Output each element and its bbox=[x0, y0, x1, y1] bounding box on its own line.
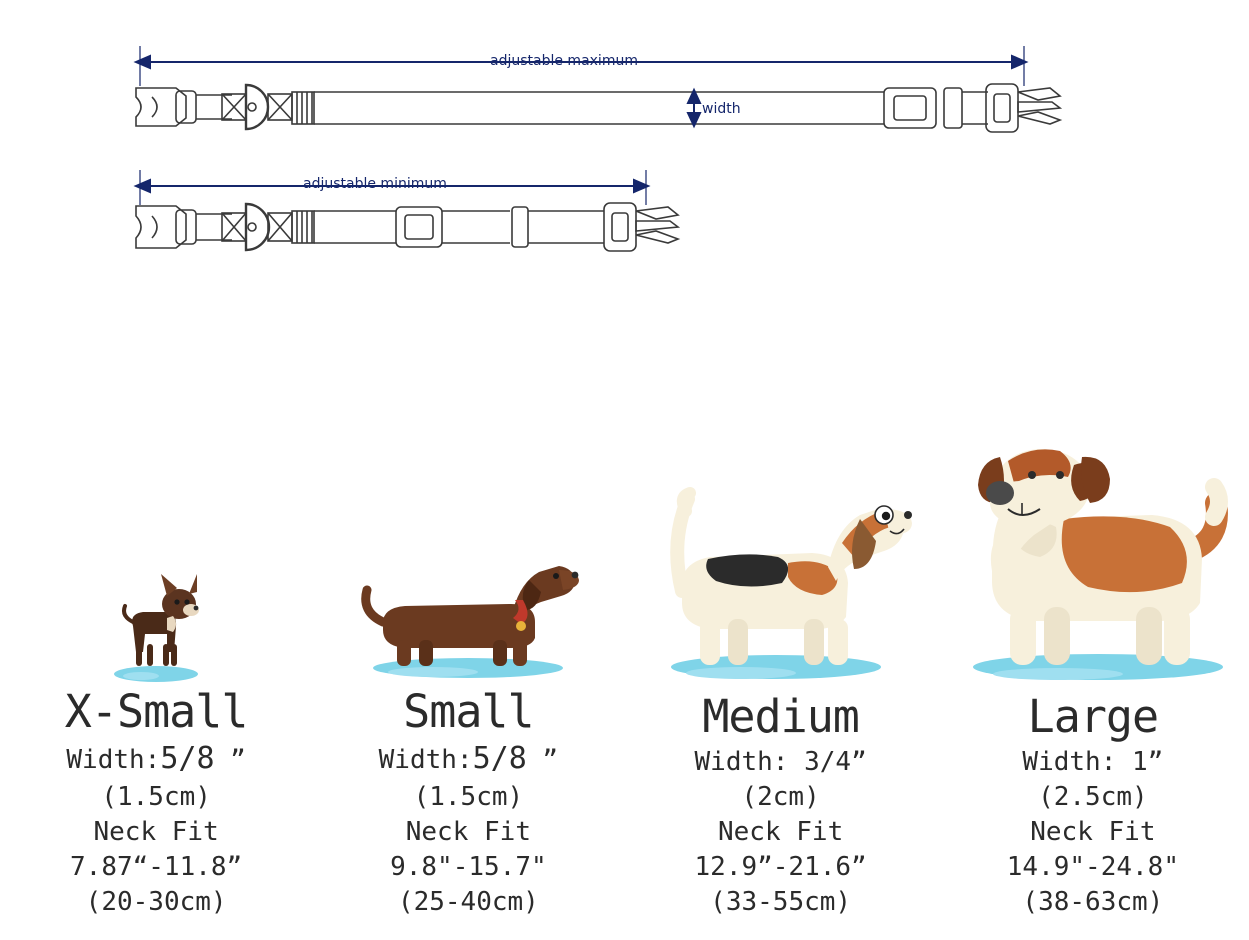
neck-label: Neck Fit bbox=[1030, 816, 1156, 847]
width-label: Width: bbox=[66, 745, 161, 776]
neck-metric: (38-63cm) bbox=[1022, 886, 1164, 917]
neck-imperial: 7.87“-11.8” bbox=[70, 851, 243, 882]
width-unit: ” bbox=[230, 745, 246, 776]
dog-illustration-saint-bernard bbox=[948, 431, 1238, 691]
width-unit: ” bbox=[542, 745, 559, 776]
neck-label: Neck Fit bbox=[718, 816, 844, 847]
dog-illustration-chihuahua bbox=[81, 556, 231, 686]
neck-imperial: 12.9”-21.6” bbox=[694, 851, 867, 882]
label-width: width bbox=[702, 101, 741, 117]
collar-diagram-svg bbox=[0, 0, 1249, 300]
width-metric: (1.5cm) bbox=[413, 781, 524, 812]
neck-metric: (33-55cm) bbox=[710, 886, 852, 917]
collar-diagram bbox=[0, 0, 1249, 300]
size-details bbox=[1007, 745, 1179, 920]
width-value: 1 bbox=[1132, 746, 1148, 777]
size-details bbox=[379, 739, 558, 920]
size-column-small bbox=[312, 320, 624, 920]
label-adjustable-minimum: adjustable minimum bbox=[303, 176, 447, 192]
dog-illustration-dachshund bbox=[353, 526, 583, 686]
neck-label: Neck Fit bbox=[405, 816, 531, 847]
size-title: X-Small bbox=[64, 684, 248, 738]
neck-label: Neck Fit bbox=[93, 816, 219, 847]
width-unit: ” bbox=[1147, 746, 1164, 777]
neck-imperial: 14.9"-24.8" bbox=[1006, 851, 1179, 882]
size-column-x-small bbox=[0, 320, 312, 920]
dog-illustration-beagle bbox=[646, 471, 916, 691]
width-label: Width: bbox=[378, 745, 473, 776]
width-value: 3/4 bbox=[804, 746, 852, 777]
width-unit: ” bbox=[851, 746, 867, 777]
size-details bbox=[695, 745, 867, 920]
size-column-large bbox=[937, 320, 1249, 920]
size-column-medium bbox=[625, 320, 937, 920]
width-label: Width: bbox=[1022, 746, 1117, 777]
dimension-arrows bbox=[136, 46, 1026, 205]
neck-metric: (20-30cm) bbox=[85, 886, 227, 917]
size-details bbox=[66, 739, 245, 920]
width-value: 5/8 bbox=[160, 741, 215, 777]
size-comparison-row bbox=[0, 320, 1249, 920]
width-label: Width: bbox=[694, 746, 789, 777]
width-value: 5/8 bbox=[472, 741, 527, 777]
neck-imperial: 9.8"-15.7" bbox=[390, 851, 547, 882]
label-adjustable-maximum: adjustable maximum bbox=[490, 53, 638, 69]
size-title: Medium bbox=[702, 690, 859, 744]
size-title: Small bbox=[403, 684, 534, 738]
width-metric: (2.5cm) bbox=[1038, 781, 1148, 812]
neck-metric: (25-40cm) bbox=[397, 886, 539, 917]
width-metric: (1.5cm) bbox=[101, 781, 211, 812]
width-metric: (2cm) bbox=[741, 781, 820, 812]
size-title: Large bbox=[1027, 690, 1159, 744]
